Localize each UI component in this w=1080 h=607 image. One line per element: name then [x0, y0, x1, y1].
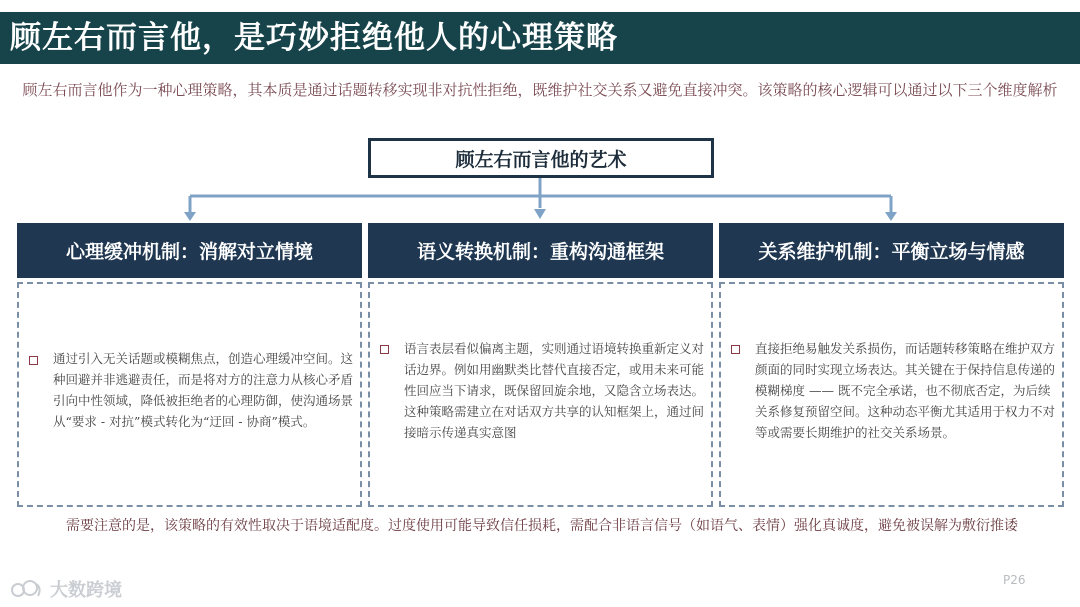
column-heading-semantic: 语义转换机制：重构沟通框架	[368, 223, 713, 278]
page-title: 顾左右而言他，是巧妙拒绝他人的心理策略	[10, 20, 618, 56]
footer-note: 需要注意的是，该策略的有效性取决于语境适配度。过度使用可能导致信任损耗，需配合非语言信号（如语气、表情）强化真诚度，避免被误解为敷衍推诿	[66, 518, 1018, 534]
watermark-logo-icon	[10, 578, 44, 600]
page-number: P26	[1003, 573, 1026, 587]
watermark	[10, 576, 122, 602]
column-body-semantic	[368, 282, 713, 507]
center-topic-box: 顾左右而言他的艺术	[368, 138, 714, 178]
column-text-relationship: 直接拒绝易触发关系损伤，而话题转移策略在维护双方颜面的同时实现立场表达。其关键在于保持信息传递的模糊梯度 —— 既不完全承诺，也不彻底否定，为后续关系修复预留空间。这种动态平衡尤其适用于权力不对等或需要长期维护的社交关系场景。	[755, 341, 1056, 440]
column-heading-psychological: 心理缓冲机制：消解对立情境	[17, 223, 362, 278]
square-bullet-icon	[29, 356, 38, 365]
column-text-psychological: 通过引入无关话题或模糊焦点，创造心理缓冲空间。这种回避并非逃避责任，而是将对方的注意力从核心矛盾引向中性领域，降低被拒绝者的心理防御，使沟通场景从“要求 - 对抗”模式转化为“迂回 - 协商”模式。	[53, 351, 354, 429]
watermark-text: 大数跨境	[50, 580, 122, 601]
column-body-psychological	[17, 282, 362, 507]
square-bullet-icon	[380, 345, 389, 354]
column-heading-relationship: 关系维护机制：平衡立场与情感	[719, 223, 1064, 278]
column-text-semantic: 语言表层看似偏离主题，实则通过语境转换重新定义对话边界。例如用幽默类比替代直接否定，或用未来可能性回应当下请求，既保留回旋余地，又隐含立场表达。这种策略需建立在对话双方共享的认知框架上，通过间接暗示传递真实意图	[404, 341, 705, 440]
square-bullet-icon	[731, 345, 740, 354]
column-body-relationship	[719, 282, 1064, 507]
intro-text: 顾左右而言他作为一种心理策略，其本质是通过话题转移实现非对抗性拒绝，既维护社交关系又避免直接冲突。该策略的核心逻辑可以通过以下三个维度解析	[22, 81, 1058, 99]
